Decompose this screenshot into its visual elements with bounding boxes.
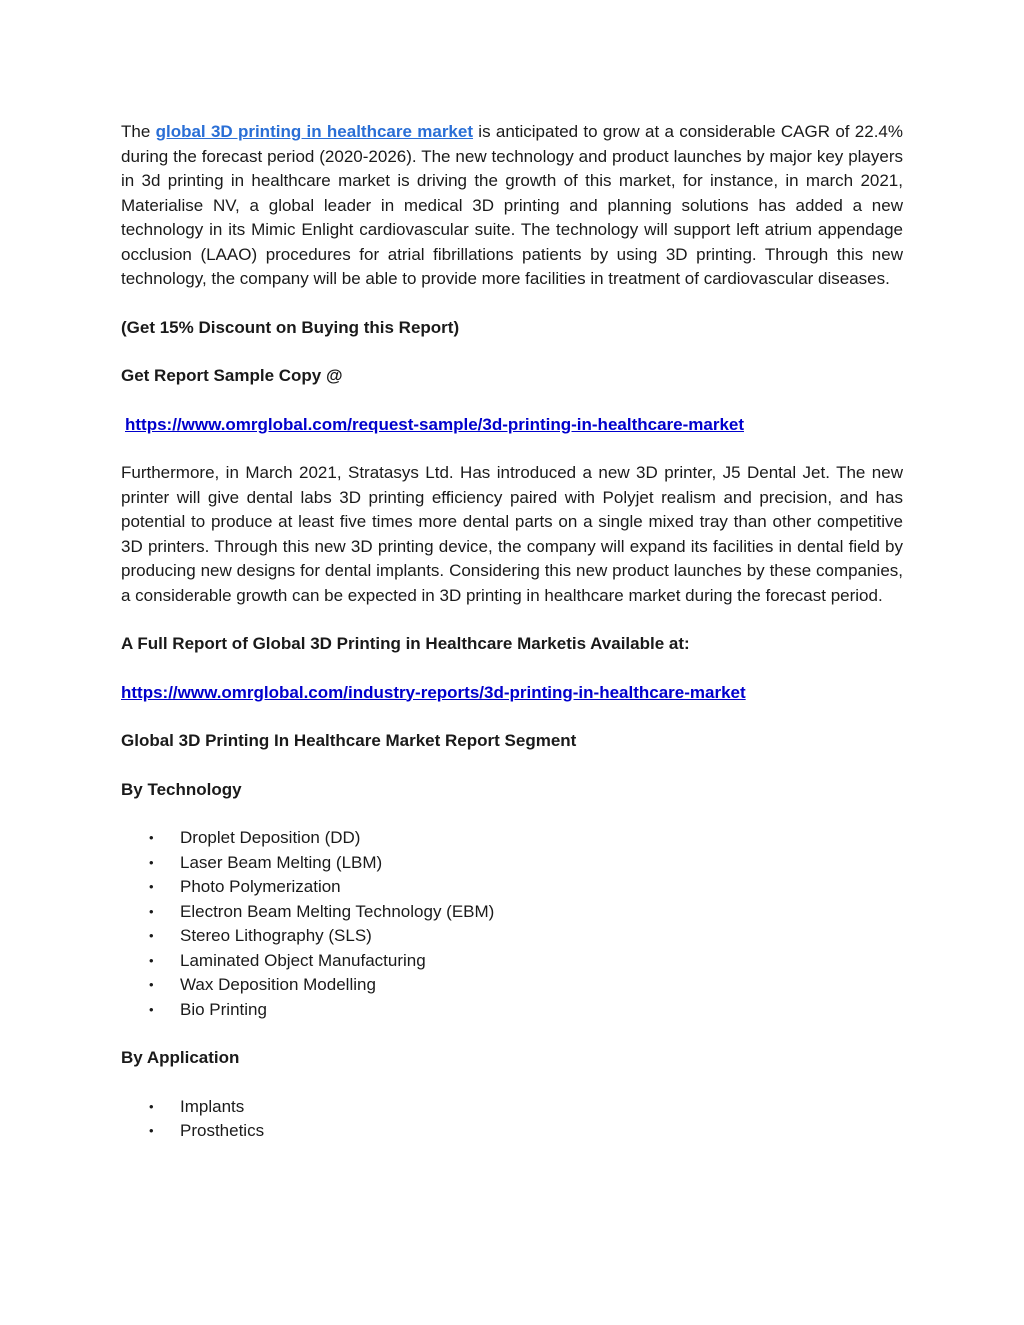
list-item: • Laser Beam Melting (LBM) <box>180 851 903 876</box>
sample-label: Get Report Sample Copy @ <box>121 366 343 385</box>
market-link[interactable]: global 3D printing in healthcare market <box>155 122 474 141</box>
list-item: • Photo Polymerization <box>180 875 903 900</box>
bullet-icon: • <box>149 928 154 943</box>
discount-text: (Get 15% Discount on Buying this Report) <box>121 317 460 337</box>
list-item: • Electron Beam Melting Technology (EBM) <box>180 900 903 925</box>
full-report-url-link[interactable]: https://www.omrglobal.com/industry-reports/3d-printing-in-healthcare-market <box>121 682 746 702</box>
list-item: • Stereo Lithography (SLS) <box>180 924 903 949</box>
bullet-icon: • <box>149 879 154 894</box>
sample-link-line <box>121 413 903 438</box>
list-item: • Laminated Object Manufacturing <box>180 949 903 974</box>
bullet-icon: • <box>149 830 154 845</box>
document-page <box>121 120 903 1144</box>
application-list <box>121 1095 903 1144</box>
bullet-icon: • <box>149 952 154 968</box>
sample-url-link[interactable]: https://www.omrglobal.com/request-sample/3d-printing-in-healthcare-market <box>125 414 745 434</box>
intro-paragraph <box>121 120 903 292</box>
list-item: • Bio Printing <box>180 998 903 1023</box>
intro-before-link: The <box>121 122 156 141</box>
bullet-icon: • <box>149 1001 154 1017</box>
list-item: • Wax Deposition Modelling <box>180 973 903 998</box>
intro-after-link: is anticipated to grow at a considerable CAGR of 22.4% during the forecast period (2020-2026). The new technology and product launches by major key players in 3d printing in healthcare market is driving the growth of this market, for instance, in march 2021, Materialise NV, a global leader in medical 3D printing and planning solutions has added a new technology in its Mimic Enlight cardiovascular suite. The technology will support left atrium appendage occlusion (LAAO) procedures for atrial fibrillations patients by using 3D printing. Through this new technology, the company will be able to provide more facilities in treatment of cardiovascular diseases. <box>121 122 903 288</box>
bullet-icon: • <box>149 903 154 919</box>
list-item: • Droplet Deposition (DD) <box>180 826 903 851</box>
bullet-icon: • <box>149 1123 154 1138</box>
application-heading: By Application <box>121 1048 240 1067</box>
bullet-icon: • <box>149 854 154 870</box>
bullet-icon: • <box>149 977 154 992</box>
paragraph-two: Furthermore, in March 2021, Stratasys Ltd. Has introduced a new 3D printer, J5 Dental Jet. The new printer will give dental labs 3D printing efficiency paired with Polyjet realism and precision, and has potential to produce at least five times more dental parts on a single mixed tray than other competitive 3D printers. Through this new 3D printing device, the company will expand its facilities in dental field by producing new designs for dental implants. Considering this new product launches by these companies, a considerable growth can be expected in 3D printing in healthcare market during the forecast period. <box>121 463 903 605</box>
bullet-icon: • <box>149 1098 154 1114</box>
technology-heading: By Technology <box>121 779 242 799</box>
list-item: • Prosthetics <box>180 1119 903 1144</box>
segment-heading: Global 3D Printing In Healthcare Market Report Segment <box>121 731 577 750</box>
full-report-link-line <box>121 681 903 706</box>
full-report-label: A Full Report of Global 3D Printing in Healthcare Marketis Available at: <box>121 634 690 653</box>
list-item: • Implants <box>180 1095 903 1120</box>
technology-list <box>121 826 903 1022</box>
